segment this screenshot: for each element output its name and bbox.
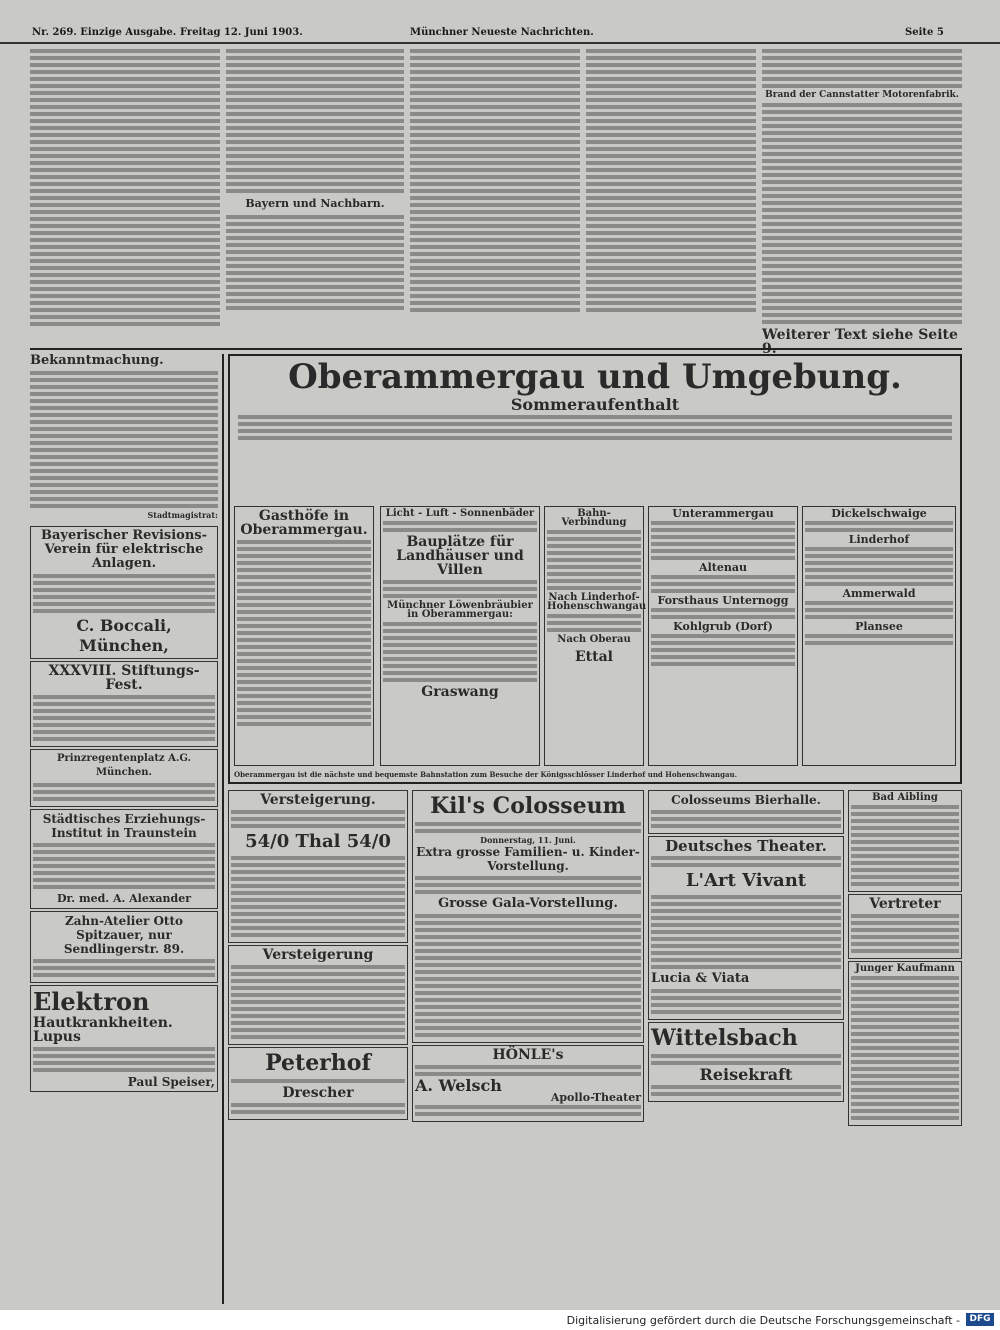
- kils-column: [412, 790, 644, 1302]
- bekanntmachung-heading: Bekanntmachung.: [30, 353, 164, 368]
- junger-kaufmann: Junger Kaufmann: [855, 963, 955, 974]
- welsch: A. Welsch: [415, 1076, 502, 1095]
- paul-speiser: Paul Speiser,: [127, 1075, 215, 1089]
- vertreter: Vertreter: [869, 896, 941, 912]
- news-column-3: [410, 46, 580, 326]
- versteigerung-column: [228, 790, 408, 1302]
- deutsches-theater: Deutsches Theater.: [665, 837, 827, 855]
- elektron: Elektron: [33, 987, 150, 1016]
- kils-date: Donnerstag, 11. Juni.: [480, 835, 576, 845]
- bahn-box: [544, 506, 647, 766]
- dfg-credit: Digitalisierung gefördert durch die Deutsche Forschungsgemeinschaft -: [566, 1314, 960, 1327]
- oberammergau-block: [228, 354, 962, 784]
- lucia-viata: Lucia & Viata: [651, 971, 750, 986]
- issue-date: Freitag 12. Juni 1903.: [180, 27, 303, 38]
- gasthoefe-box: [234, 506, 374, 766]
- altenau: Altenau: [699, 561, 747, 574]
- reisekraft: Reisekraft: [699, 1065, 793, 1084]
- newspaper-name: Münchner Neueste Nachrichten.: [410, 27, 594, 38]
- linderhof-hohenschwangau: Nach Linderhof-Hohenschwangau: [547, 592, 647, 612]
- oberammergau-note: Oberammergau ist die nächste und bequemste Bahnstation zum Besuche der Königsschlösser Linderhof und Hohenschwangau.: [234, 770, 738, 779]
- erziehungs-institut: Städtisches Erziehungs-Institut in Traunstein: [42, 812, 206, 840]
- dickelschwaige: Dickelschwaige: [831, 507, 927, 520]
- zahn-atelier: Zahn-Atelier Otto Spitzauer, nur Sendlingerstr. 89.: [63, 914, 185, 956]
- kils-familien: Extra grosse Familien- u. Kinder-Vorstellung.: [416, 845, 640, 873]
- bahn-verbindung: Bahn-Verbindung: [561, 508, 627, 528]
- graswang: Graswang: [421, 684, 499, 700]
- bayern-heading: Bayern und Nachbarn.: [245, 197, 385, 210]
- weiterer-text: Weiterer Text siehe Seite: [762, 327, 958, 343]
- stadtmagistrat: Stadtmagistrat:: [147, 510, 218, 520]
- hautkrankheiten: Hautkrankheiten. Lupus: [33, 1015, 173, 1045]
- apollo-theater: Apollo-Theater: [550, 1091, 641, 1104]
- peterhof: Peterhof: [265, 1050, 371, 1076]
- boccali-name: C. Boccali, München,: [76, 616, 172, 655]
- dr-alexander: Dr. med. A. Alexander: [56, 892, 192, 905]
- prinzregentenplatz: Prinzregentenplatz A.G. München.: [57, 753, 191, 778]
- drescher: Drescher: [282, 1085, 354, 1101]
- gasthoefe: Gasthöfe in Oberammergau.: [240, 508, 368, 538]
- left-ad-column: [30, 354, 218, 1304]
- wittelsbach: Wittelsbach: [651, 1025, 798, 1051]
- versteigerung-1: Versteigerung.: [260, 792, 376, 808]
- hoenle: HÖNLE's: [492, 1047, 564, 1063]
- dickelschwaige-box: [802, 506, 956, 766]
- revisions-verein: Bayerischer Revisions-Verein für elektrische Anlagen.: [40, 528, 208, 571]
- gala-vorstellung: Grosse Gala-Vorstellung.: [438, 896, 618, 911]
- art-vivant: L'Art Vivant: [685, 870, 807, 891]
- loewenbraeu: Münchner Löwenbräubier in Oberammergau:: [387, 600, 533, 620]
- oberammergau-title: Oberammergau und Umgebung.: [288, 357, 902, 397]
- kohlgrub: Kohlgrub (Dorf): [673, 620, 773, 633]
- linderhof: Linderhof: [848, 533, 910, 546]
- left-divider: [222, 354, 224, 1304]
- news-column-4: [586, 46, 756, 326]
- news-column-2: [226, 46, 404, 326]
- unterammergau: Unterammergau: [672, 507, 774, 520]
- dfg-logo: DFG: [966, 1313, 994, 1326]
- bierhalle-column: [648, 790, 844, 1302]
- thal-address: 54/0 Thal 54/0: [245, 831, 391, 852]
- stiftungsfest: XXXVIII. Stiftungs-Fest.: [48, 663, 200, 693]
- licht-luft: Licht - Luft - Sonnenbäder: [385, 508, 535, 519]
- unterammergau-box: [648, 506, 798, 766]
- footer-bar: [0, 1310, 1000, 1330]
- bauplaetze: Bauplätze für Landhäuser und Villen: [396, 534, 524, 578]
- versteigerung-2: Versteigerung: [262, 947, 374, 963]
- brand-heading: Brand der Cannstatter Motorenfabrik.: [765, 90, 959, 100]
- middle-box: [380, 506, 540, 766]
- issue-number: Nr. 269. Einzige Ausgabe.: [32, 27, 177, 38]
- kils-colosseum: Kil's Colosseum: [430, 793, 626, 819]
- page-header: [0, 24, 1000, 44]
- nach-oberau: Nach Oberau: [557, 634, 631, 645]
- news-column-1: [30, 46, 220, 326]
- forsthaus-unternogg: Forsthaus Unternogg: [657, 594, 789, 607]
- news-column-5: [762, 46, 962, 346]
- colosseums-bierhalle: Colosseums Bierhalle.: [671, 793, 821, 807]
- plansee: Plansee: [855, 620, 903, 633]
- right-small-ads: [848, 790, 962, 1302]
- ammerwald: Ammerwald: [842, 587, 916, 600]
- page-number: Seite 5: [905, 27, 944, 38]
- sommeraufenthalt: Sommeraufenthalt: [510, 395, 680, 414]
- top-rule: [30, 348, 962, 350]
- ettal: Ettal: [575, 649, 613, 665]
- bad-aibling: Bad Aibling: [872, 792, 938, 803]
